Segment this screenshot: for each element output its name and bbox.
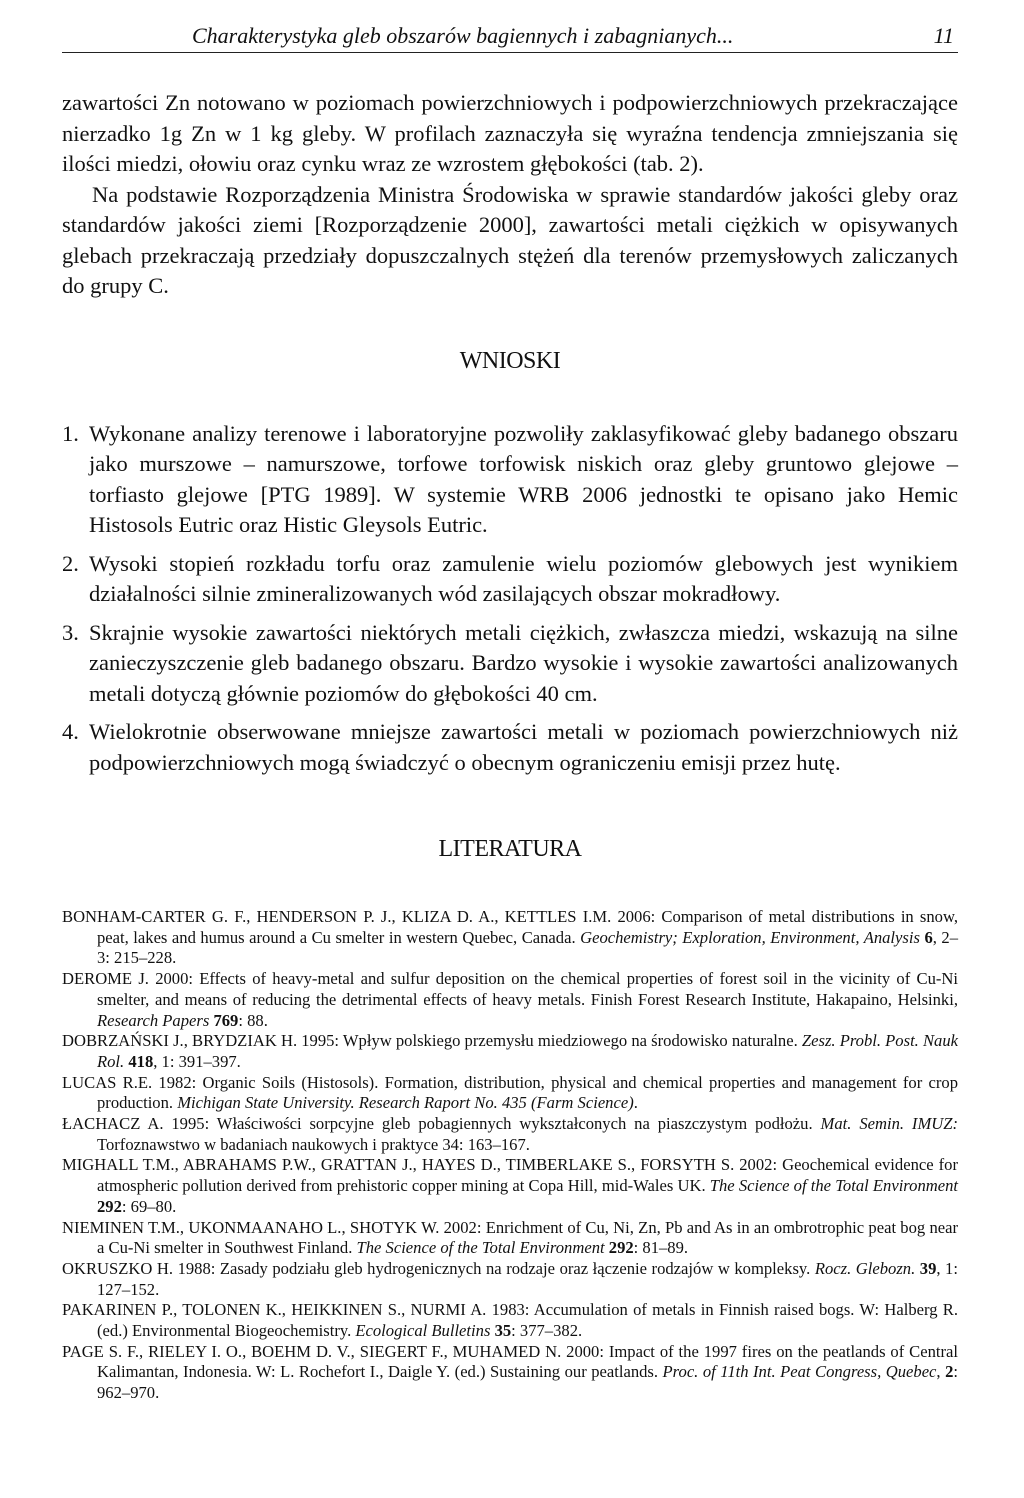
reference-item: DOBRZAŃSKI J., BRYDZIAK H. 1995: Wpływ polskiego przemysłu miedziowego na środowisko naturalne. Zesz. Probl. Post. Nauk Rol. 418, 1: 391–397. [62, 1031, 958, 1071]
conclusions-list [62, 419, 958, 779]
conclusion-number: 4. [62, 719, 79, 744]
reference-volume: 769 [213, 1010, 239, 1030]
conclusions-heading: WNIOSKI [459, 347, 561, 374]
conclusion-text: Wysoki stopień rozkładu torfu oraz zamulenie wielu poziomów glebowych jest wynikiem działalności silnie zmineralizowanych wód zasilających obszar mokradłowy. [89, 550, 958, 606]
conclusion-item [62, 419, 958, 541]
reference-journal: Zesz. Probl. Post. Nauk Rol. [97, 1031, 958, 1071]
running-header [62, 22, 958, 53]
running-title: Charakterystyka gleb obszarów bagiennych i zabagnianych... [192, 23, 734, 48]
reference-journal: Ecological Bulletins [355, 1321, 491, 1341]
reference-journal: Rocz. Glebozn. [814, 1258, 916, 1278]
reference-journal: Geochemistry; Exploration, Environment, Analysis [580, 927, 920, 947]
conclusion-number: 2. [62, 550, 79, 576]
reference-volume: 39 [919, 1258, 937, 1278]
reference-item: LUCAS R.E. 1982: Organic Soils (Histosols). Formation, distribution, physical and chemical properties and management for crop production. Michigan State University. Research Raport No. 435 (Farm Science). [62, 1072, 958, 1113]
conclusion-text: Wykonane analizy terenowe i laboratoryjne pozwoliły zaklasyfikować gleby badanego obszaru jako murszowe – namurszowe, torfowe torfowisk niskich oraz gleby gruntowo glejowe – torfiasto glejowe [PTG 1989]. W systemie WRB 2006 jednostki te opisano jako Hemic Histosols Eutric oraz Histic Gleysols Eutric. [89, 420, 958, 537]
conclusion-item [62, 717, 958, 778]
reference-volume: 418 [128, 1051, 154, 1071]
page [62, 22, 958, 1404]
page-number: 11 [933, 23, 954, 48]
reference-journal: The Science of the Total Environment [356, 1238, 605, 1258]
reference-item: PAGE S. F., RIELEY I. O., BOEHM D. V., SIEGERT F., MUHAMED N. 2000: Impact of the 1997 fires on the peatlands of Central Kalimantan, Indonesia. W: L. Rochefort I., Daigle Y. (ed.) Sustaining our peatlands. Proc. of 11th Int. Peat Congress, Quebec, 2: 962–970. [62, 1341, 958, 1403]
reference-volume: 2 [945, 1362, 954, 1382]
conclusion-text: Skrajnie wysokie zawartości niektórych metali ciężkich, zwłaszcza miedzi, wskazują na silne zanieczyszczenie gleb badanego obszaru. Bardzo wysokie i wysokie zawartości analizowanych metali dotyczą głównie poziomów do głębokości 40 cm. [89, 619, 958, 706]
conclusion-item [62, 618, 958, 710]
body-paragraph: zawartości Zn notowano w poziomach powierzchniowych i podpowierzchniowych przekraczające nierzadko 1g Zn w 1 kg gleby. W profilach zaznaczyła się wyraźna tendencja zmniejszania się ilości miedzi, ołowiu oraz cynku wraz ze wzrostem głębokości (tab. 2). [62, 90, 958, 176]
reference-volume: 6 [924, 927, 933, 947]
conclusion-item [62, 549, 958, 610]
reference-journal: Research Papers [97, 1010, 210, 1030]
reference-journal: Michigan State University. Research Raport No. 435 (Farm Science) [177, 1093, 634, 1113]
reference-item: OKRUSZKO H. 1988: Zasady podziału gleb hydrogenicznych na rodzaje oraz łączenie rodzajów w kompleksy. Rocz. Glebozn. 39, 1: 127–152. [62, 1258, 958, 1299]
reference-list [62, 907, 958, 1404]
reference-item: PAKARINEN P., TOLONEN K., HEIKKINEN S., NURMI A. 1983: Accumulation of metals in Finnish raised bogs. W: Halberg R. (ed.) Environmental Biogeochemistry. Ecological Bulletins 35: 377–382. [62, 1300, 958, 1341]
literature-heading: LITERATURA [438, 836, 582, 862]
reference-journal: Mat. Semin. IMUZ: [820, 1114, 959, 1134]
conclusion-number: 3. [62, 619, 79, 645]
reference-volume: 292 [608, 1238, 634, 1258]
reference-volume: 35 [494, 1321, 512, 1341]
body-paragraph: Na podstawie Rozporządzenia Ministra Środowiska w sprawie standardów jakości gleby oraz standardów jakości ziemi [Rozporządzenie 2000], zawartości metali ciężkich w opisywanych glebach przekraczają przedziały dopuszczalnych stężeń dla terenów przemysłowych zaliczanych do grupy C. [62, 181, 958, 298]
conclusion-number: 1. [62, 420, 79, 446]
reference-item: BONHAM-CARTER G. F., HENDERSON P. J., KLIZA D. A., KETTLES I.M. 2006: Comparison of metal distributions in snow, peat, lakes and humus around a Cu smelter in western Quebec, Canada. Geochemistry; Exploration, Environment, Analysis 6, 2–3: 215–228. [62, 907, 959, 968]
reference-journal: Proc. of 11th Int. Peat Congress, Quebec [662, 1362, 937, 1382]
reference-item: ŁACHACZ A. 1995: Właściwości sorpcyjne gleb pobagiennych wykształconych na piaszczystym podłożu. Mat. Semin. IMUZ: Torfoznawstwo w badaniach naukowych i praktyce 34: 163–167. [62, 1114, 959, 1154]
reference-volume: 292 [97, 1196, 122, 1216]
reference-journal: The Science of the Total Environment [709, 1176, 958, 1196]
reference-item: DEROME J. 2000: Effects of heavy-metal and sulfur deposition on the chemical properties of forest soil in the vicinity of Cu-Ni smelter, and means of reducing the detrimental effects of heavy metals. Finish Forest Research Institute, Hakapaino, Helsinki, Research Papers 769: 88. [62, 969, 958, 1030]
reference-item: NIEMINEN T.M., UKONMAANAHO L., SHOTYK W. 2002: Enrichment of Cu, Ni, Zn, Pb and As in an ombrotrophic peat bog near a Cu-Ni smelter in Southwest Finland. The Science of the Total Environment 292: 81–89. [62, 1217, 958, 1258]
conclusion-text: Wielokrotnie obserwowane mniejsze zawartości metali w poziomach powierzchniowych niż podpowierzchniowych mogą świadczyć o obecnym ograniczeniu emisji przez hutę. [89, 719, 958, 775]
reference-item: MIGHALL T.M., ABRAHAMS P.W., GRATTAN J., HAYES D., TIMBERLAKE S., FORSYTH S. 2002: Geochemical evidence for atmospheric pollution derived from prehistoric copper mining at Copa Hill, mid-Wales UK. The Science of the Total Environment 292: 69–80. [62, 1155, 958, 1216]
